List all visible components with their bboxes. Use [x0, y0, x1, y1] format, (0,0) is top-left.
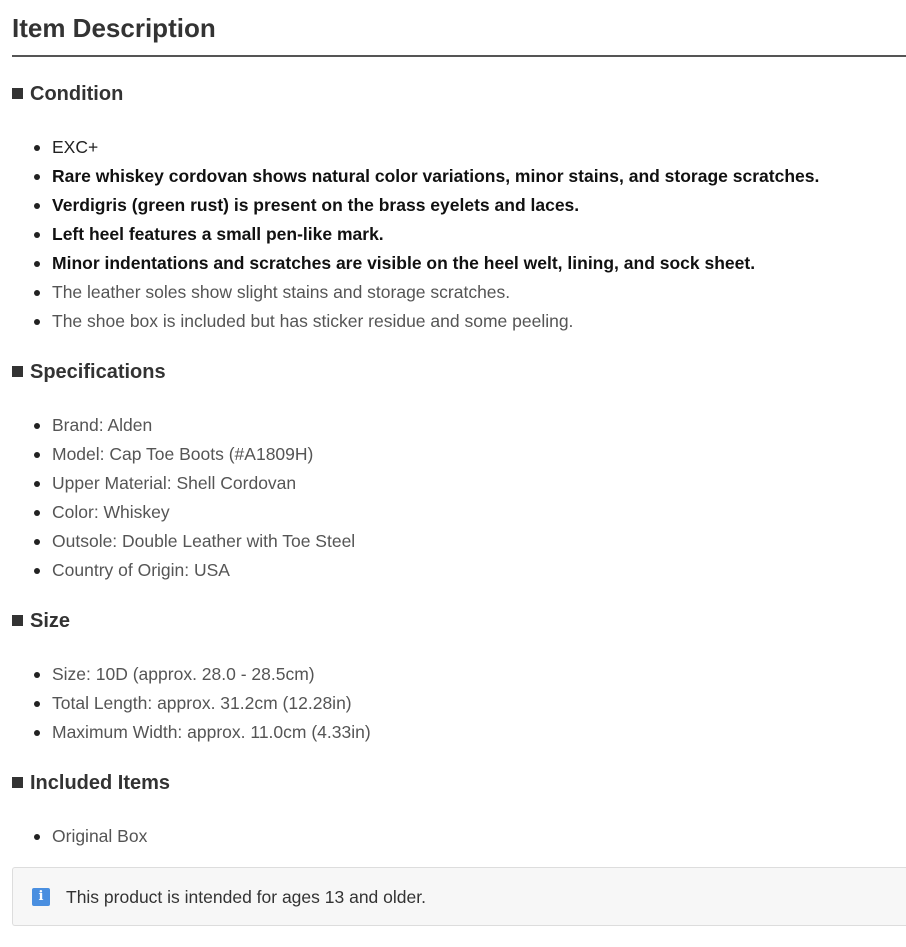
bullet-icon	[34, 672, 40, 678]
section-included-items	[12, 771, 906, 851]
notice-text: This product is intended for ages 13 and older.	[66, 887, 426, 907]
list-item: The shoe box is included but has sticker residue and some peeling.	[12, 307, 906, 336]
section-heading: Condition	[12, 82, 906, 106]
square-bullet-icon	[12, 366, 23, 377]
included-items-list	[12, 822, 906, 851]
condition-list	[12, 133, 906, 336]
specifications-list	[12, 411, 906, 585]
bullet-icon	[34, 701, 40, 707]
item-description-panel	[12, 0, 906, 851]
list-item: Maximum Width: approx. 11.0cm (4.33in)	[12, 718, 906, 747]
section-heading: Specifications	[12, 360, 906, 384]
list-item: Minor indentations and scratches are visible on the heel welt, lining, and sock sheet.	[12, 249, 906, 278]
bullet-icon	[34, 319, 40, 325]
size-list	[12, 660, 906, 747]
page-title: Item Description	[12, 0, 906, 57]
bullet-icon	[34, 834, 40, 840]
info-icon: i	[32, 888, 50, 906]
square-bullet-icon	[12, 777, 23, 788]
square-bullet-icon	[12, 615, 23, 626]
section-size	[12, 609, 906, 747]
square-bullet-icon	[12, 88, 23, 99]
list-item: Total Length: approx. 31.2cm (12.28in)	[12, 689, 906, 718]
bullet-icon	[34, 290, 40, 296]
list-item: Brand: Alden	[12, 411, 906, 440]
list-item: Color: Whiskey	[12, 498, 906, 527]
list-item: Country of Origin: USA	[12, 556, 906, 585]
list-item: Size: 10D (approx. 28.0 - 28.5cm)	[12, 660, 906, 689]
section-heading: Included Items	[12, 771, 906, 795]
section-condition	[12, 82, 906, 336]
bullet-icon	[34, 568, 40, 574]
list-item: Verdigris (green rust) is present on the brass eyelets and laces.	[12, 191, 906, 220]
bullet-icon	[34, 510, 40, 516]
list-item: Outsole: Double Leather with Toe Steel	[12, 527, 906, 556]
section-heading: Size	[12, 609, 906, 633]
section-specifications	[12, 360, 906, 585]
list-item: Original Box	[12, 822, 906, 851]
bullet-icon	[34, 730, 40, 736]
list-item: EXC+	[12, 133, 906, 162]
bullet-icon	[34, 232, 40, 238]
list-item: Model: Cap Toe Boots (#A1809H)	[12, 440, 906, 469]
bullet-icon	[34, 452, 40, 458]
age-notice-box	[12, 867, 906, 926]
bullet-icon	[34, 203, 40, 209]
bullet-icon	[34, 423, 40, 429]
list-item: Rare whiskey cordovan shows natural color variations, minor stains, and storage scratches.	[12, 162, 906, 191]
bullet-icon	[34, 145, 40, 151]
list-item: Upper Material: Shell Cordovan	[12, 469, 906, 498]
list-item: Left heel features a small pen-like mark.	[12, 220, 906, 249]
bullet-icon	[34, 261, 40, 267]
list-item: The leather soles show slight stains and storage scratches.	[12, 278, 906, 307]
bullet-icon	[34, 539, 40, 545]
bullet-icon	[34, 174, 40, 180]
bullet-icon	[34, 481, 40, 487]
